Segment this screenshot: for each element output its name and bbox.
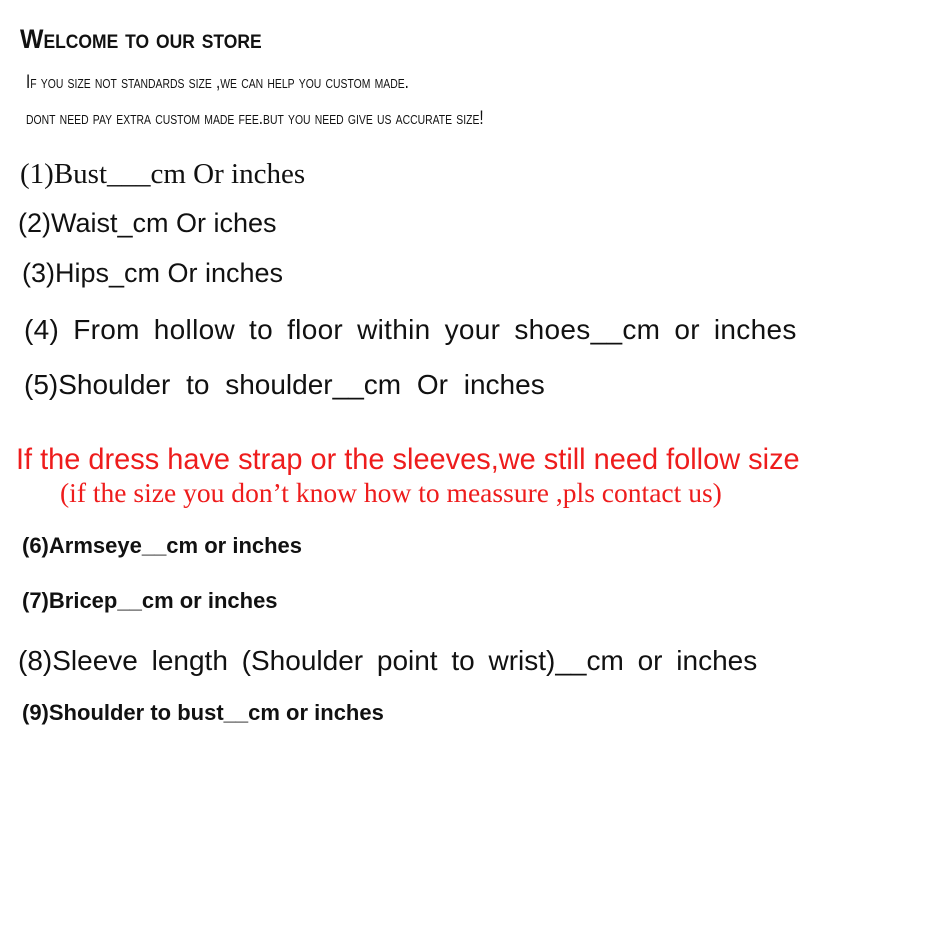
strap-sleeves-notice: If the dress have strap or the sleeves,we still need follow size (16, 443, 800, 476)
custom-size-intro: If you size not standards size ,we can help you custom made. (26, 72, 409, 93)
custom-fee-note: dont need pay extra custom made fee.but you need give us accurate size! (26, 108, 484, 129)
measurement-bicep: (7)Bricep__cm or inches (22, 588, 278, 613)
measurement-hollow-to-floor: (4) From hollow to floor within your shoes__cm or inches (24, 314, 797, 345)
welcome-heading: Welcome to our store (20, 24, 262, 54)
contact-us-note: (if the size you don’t know how to meassure ,pls contact us) (60, 478, 722, 508)
measurement-hips: (3)Hips_cm Or inches (22, 258, 284, 288)
measurement-bust: (1)Bust___cm Or inches (20, 158, 306, 190)
measurement-armseye: (6)Armseye__cm or inches (22, 533, 303, 558)
measurement-waist: (2)Waist_cm Or iches (18, 208, 277, 238)
measurement-shoulder-to-bust: (9)Shoulder to bust__cm or inches (22, 700, 384, 725)
measurement-sleeve-length: (8)Sleeve length (Shoulder point to wrist)__cm or inches (18, 645, 758, 676)
measurement-shoulder-to-shoulder: (5)Shoulder to shoulder__cm Or inches (24, 369, 545, 400)
